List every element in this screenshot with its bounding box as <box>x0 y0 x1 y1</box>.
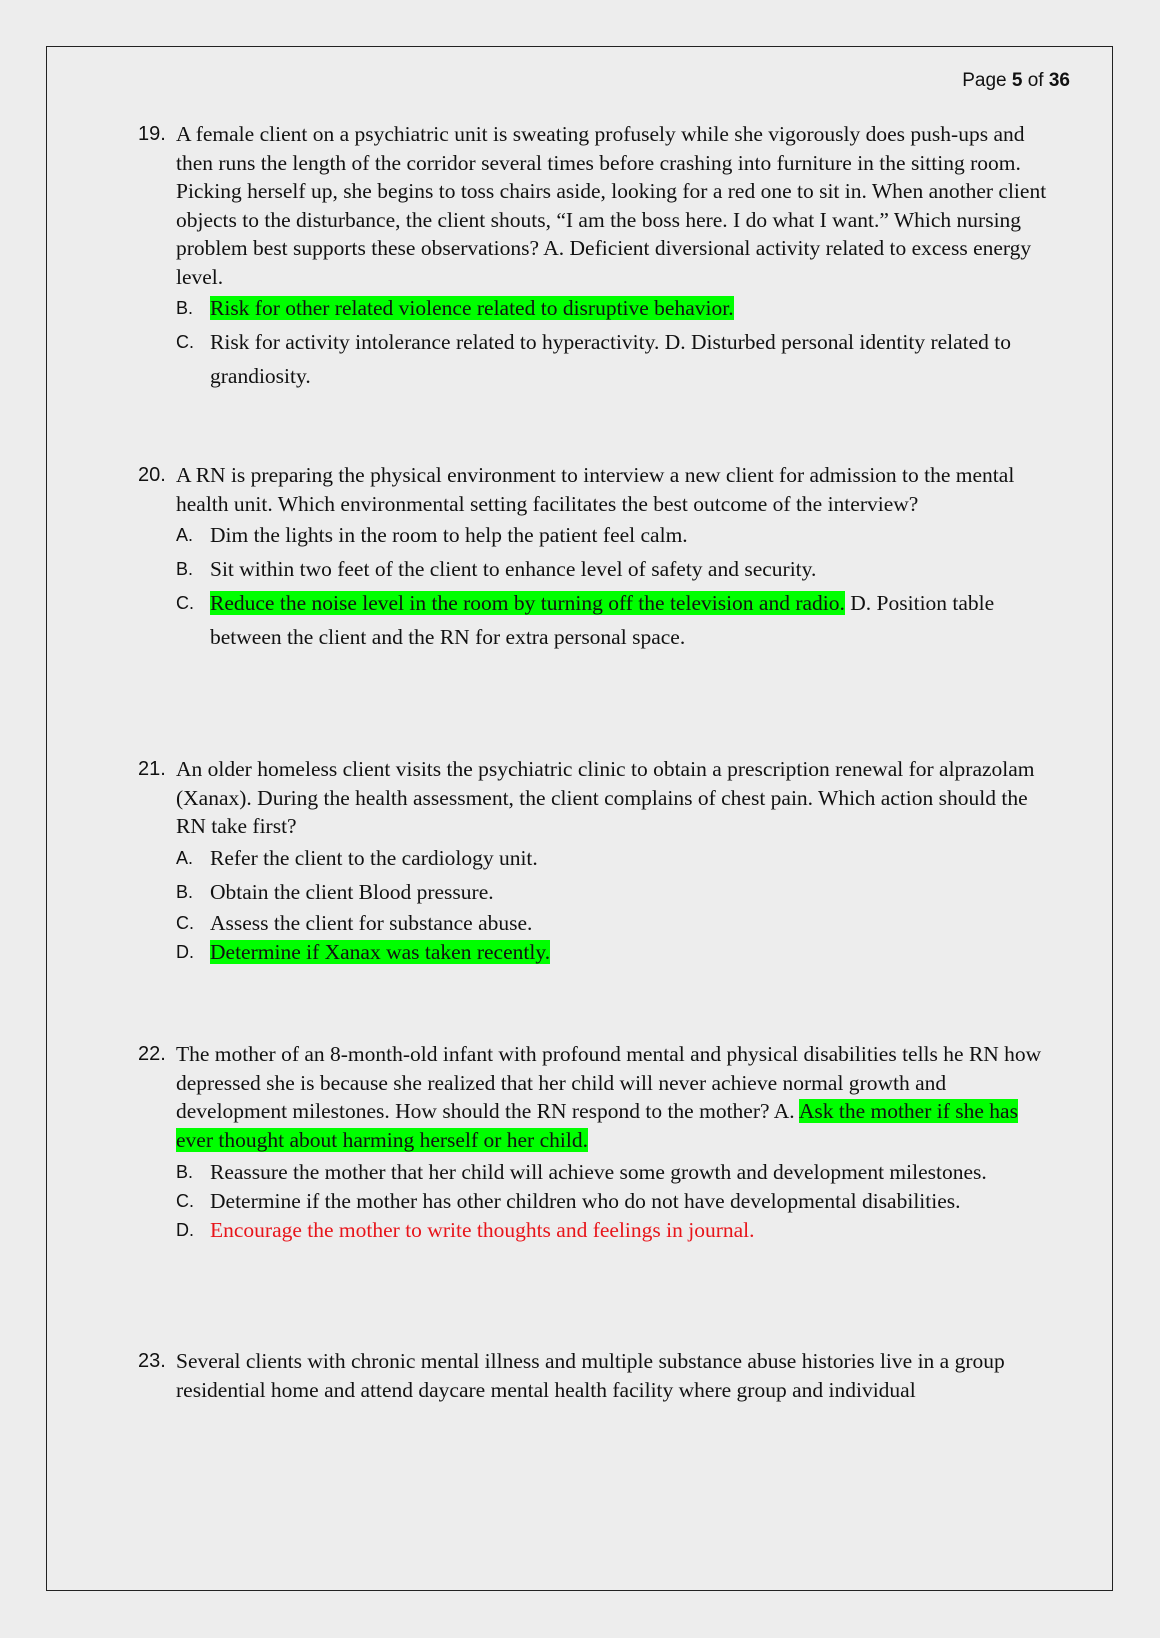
question-stem: A RN is preparing the physical environment to interview a new client for admission to the mental health unit. Which environmental setting facilitates the best outcome of the interview? <box>176 463 1015 516</box>
correct-answer-highlight: Reduce the noise level in the room by turning off the television and radio. <box>210 591 845 615</box>
option-letter: C. <box>176 1191 194 1211</box>
option-b <box>176 875 1050 909</box>
question-21 <box>138 755 1050 967</box>
option-b <box>176 552 1050 586</box>
option-d <box>176 1216 1050 1245</box>
option-c <box>176 325 1050 393</box>
option-letter: A. <box>176 847 194 868</box>
question-number: 22. <box>138 1043 166 1065</box>
question-19 <box>138 120 1050 393</box>
option-d <box>176 938 1050 967</box>
option-text: Determine if the mother has other children who do not have developmental disabilities. <box>210 1189 961 1213</box>
option-letter: B. <box>176 1162 194 1182</box>
option-letter: C. <box>176 593 194 613</box>
option-letter: B. <box>176 881 194 902</box>
option-letter: C. <box>176 332 194 352</box>
option-text: Refer the client to the cardiology unit. <box>210 845 538 870</box>
option-letter: A. <box>176 525 194 545</box>
option-text: D. Position table between the client and the RN for extra personal space. <box>210 591 995 649</box>
question-23 <box>138 1347 1050 1404</box>
option-text: Obtain the client Blood pressure. <box>210 879 494 904</box>
option-c <box>176 909 1050 938</box>
question-stem: The mother of an 8-month-old infant with profound mental and physical disabilities tells he RN how depressed she is because she realized that her child will never achieve normal growth and development milestones. How should the RN respond to the mother? A. <box>176 1042 1042 1123</box>
option-text: Assess the client for substance abuse. <box>210 910 533 935</box>
question-stem: A female client on a psychiatric unit is sweating profusely while she vigorously does push-ups and then runs the length of the corridor several times before crashing into furniture in the sitting room. Picking herself up, she begins to toss chairs aside, looking for a red one to sit in. When another client objects to the disturbance, the client shouts, “I am the boss here. I do what I want.” Which nursing problem best supports these observations? A. Deficient diversional activity related to excess energy level. <box>176 122 1047 289</box>
correct-answer-highlight: Determine if Xanax was taken recently. <box>210 939 551 964</box>
option-a <box>176 518 1050 552</box>
option-letter: B. <box>176 298 194 318</box>
correct-answer-highlight: Ask the mother if she has ever thought about harming herself or her child. <box>176 1099 1018 1152</box>
question-number: 20. <box>138 464 166 486</box>
question-stem: Several clients with chronic mental illness and multiple substance abuse histories live in a group residential home and attend daycare mental health facility where group and individual <box>176 1349 1005 1402</box>
option-text: Dim the lights in the room to help the patient feel calm. <box>210 523 688 547</box>
question-stem: An older homeless client visits the psychiatric clinic to obtain a prescription renewal for alprazolam (Xanax). During the health assessment, the client complains of chest pain. Which action should the RN take first? <box>176 757 1035 838</box>
question-number: 21. <box>138 758 166 780</box>
question-20 <box>138 461 1050 654</box>
page-number: Page 5 of 36 <box>962 70 1070 91</box>
option-b <box>176 291 1050 325</box>
question-22 <box>138 1040 1050 1245</box>
option-text: Risk for activity intolerance related to hyperactivity. D. Disturbed personal identity related to grandiosity. <box>210 330 1012 388</box>
option-letter: D. <box>176 941 194 962</box>
option-c <box>176 1187 1050 1216</box>
option-letter: C. <box>176 912 194 933</box>
option-text: Sit within two feet of the client to enhance level of safety and security. <box>210 557 817 581</box>
correct-answer-highlight: Risk for other related violence related to disruptive behavior. <box>210 296 734 320</box>
option-letter: B. <box>176 559 194 579</box>
option-c <box>176 586 1050 654</box>
question-number: 19. <box>138 123 166 145</box>
option-text-incorrect: Encourage the mother to write thoughts and feelings in journal. <box>210 1218 755 1242</box>
question-number: 23. <box>138 1350 166 1372</box>
option-a <box>176 841 1050 875</box>
option-letter: D. <box>176 1220 194 1240</box>
option-text: Reassure the mother that her child will achieve some growth and development milestones. <box>210 1160 987 1184</box>
option-b <box>176 1158 1050 1187</box>
